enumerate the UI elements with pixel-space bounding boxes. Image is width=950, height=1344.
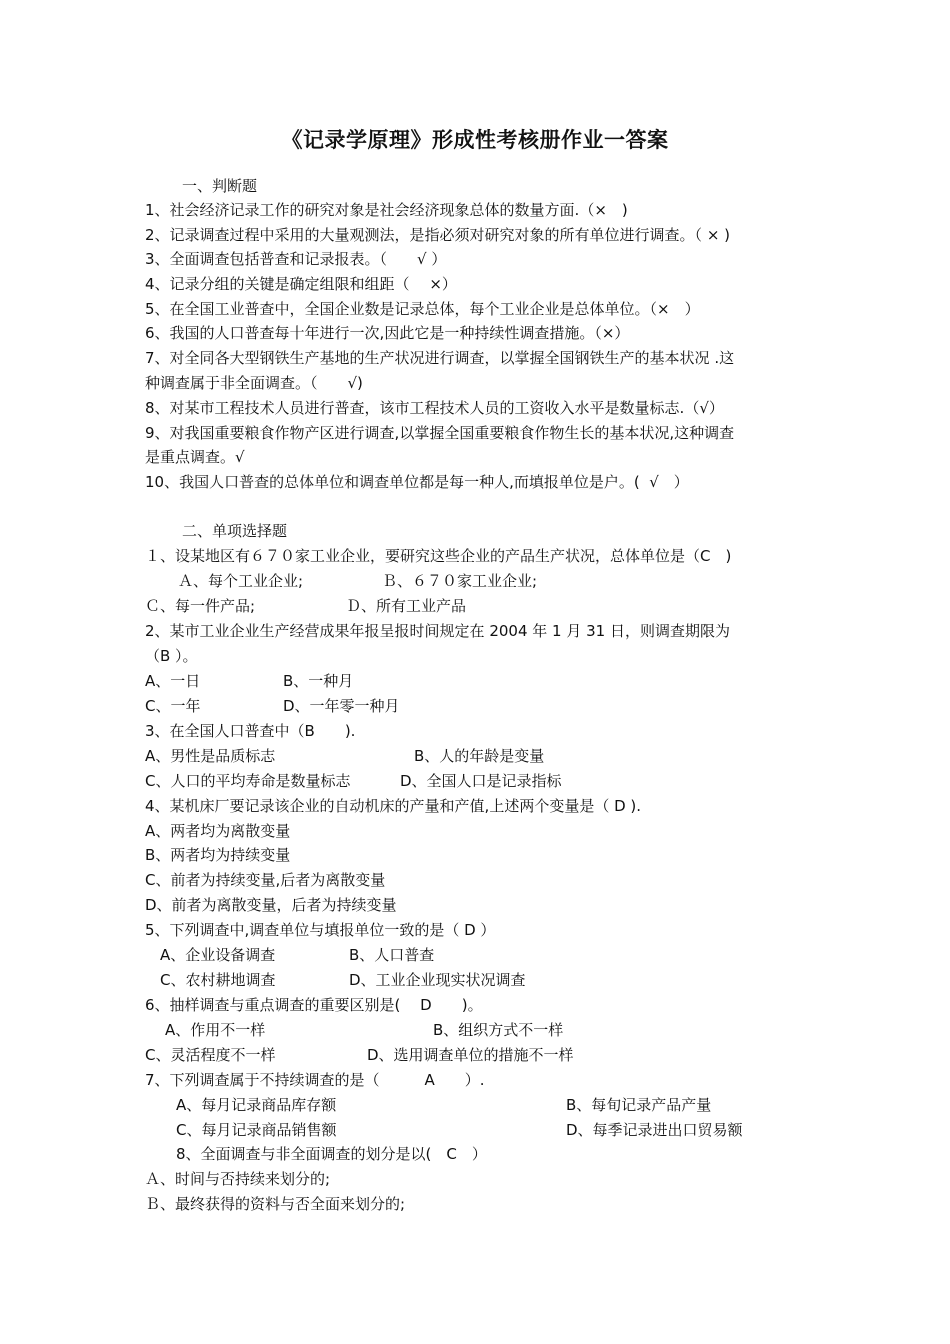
- tf-item-7-line1: 7、对全同各大型钢铁生产基地的生产状况进行调查，以掌握全国钢铁生产的基本状况 .这: [145, 349, 735, 367]
- q2-option-b: B、一种月: [283, 672, 354, 690]
- q6-option-c: C、灵活程度不一样: [145, 1046, 276, 1064]
- q7-option-c: C、每月记录商品销售额: [176, 1121, 337, 1139]
- q1-stem: １、设某地区有６７０家工业企业，要研究这些企业的产品生产状况，总体单位是（C ): [145, 547, 732, 565]
- q2-stem-line1: 2、某市工业企业生产经营成果年报呈报时间规定在 2004 年 1 月 31 日，则调查期限为: [145, 622, 730, 640]
- q3-option-a: A、男性是品质标志: [145, 747, 276, 765]
- section-heading-true-false: 一、判断题: [182, 177, 258, 195]
- q1-option-a: Ａ、每个工业企业;: [178, 572, 304, 590]
- tf-item-10: 10、我国人口普查的总体单位和调查单位都是每一种人,而填报单位是户。( √ ）: [145, 473, 689, 491]
- tf-item-1: 1、社会经济记录工作的研究对象是社会经济现象总体的数量方面.（× ): [145, 201, 628, 219]
- q7-stem: 7、下列调查属于不持续调查的是（ A ）.: [145, 1071, 485, 1089]
- q2-stem-line2: （B ）。: [145, 647, 198, 665]
- q4-stem: 4、某机床厂要记录该企业的自动机床的产量和产值,上述两个变量是（ D ).: [145, 797, 642, 815]
- q6-stem: 6、抽样调查与重点调查的重要区别是( D )。: [145, 996, 483, 1014]
- q1-option-b: Ｂ、６７０家工业企业;: [382, 572, 538, 590]
- q7-option-b: B、每旬记录产品产量: [566, 1096, 712, 1114]
- q8-stem: 8、全面调查与非全面调查的划分是以( C ）: [176, 1145, 487, 1163]
- tf-item-4: 4、记录分组的关键是确定组限和组距（ ×）: [145, 275, 457, 293]
- tf-item-3: 3、全面调查包括普查和记录报表。（ √ ）: [145, 250, 447, 268]
- q4-option-b: B、两者均为持续变量: [145, 846, 291, 864]
- q6-option-b: B、组织方式不一样: [433, 1021, 564, 1039]
- q4-option-d: D、前者为离散变量，后者为持续变量: [145, 896, 397, 914]
- q8-option-a: Ａ、时间与否持续来划分的;: [145, 1170, 331, 1188]
- q5-option-c: C、农村耕地调查: [160, 971, 276, 989]
- q3-option-d: D、全国人口是记录指标: [400, 772, 562, 790]
- q4-option-c: C、前者为持续变量,后者为离散变量: [145, 871, 386, 889]
- q4-option-a: A、两者均为离散变量: [145, 822, 291, 840]
- q3-stem: 3、在全国人口普查中（B ).: [145, 722, 356, 740]
- q5-stem: 5、下列调查中,调查单位与填报单位一致的是（ D ）: [145, 921, 496, 939]
- q2-option-c: C、一年: [145, 697, 201, 715]
- q3-option-c: C、人口的平均寿命是数量标志: [145, 772, 351, 790]
- q2-option-a: A、一日: [145, 672, 201, 690]
- q5-option-a: A、企业设备调查: [160, 946, 276, 964]
- tf-item-5: 5、在全国工业普查中，全国企业数是记录总体，每个工业企业是总体单位。（× ）: [145, 300, 700, 318]
- page-title: 《记录学原理》形成性考核册作业一答案: [281, 128, 669, 152]
- q2-option-d: D、一年零一种月: [283, 697, 400, 715]
- q8-option-b: Ｂ、最终获得的资料与否全面来划分的;: [145, 1195, 406, 1213]
- tf-item-9-line1: 9、对我国重要粮食作物产区进行调查,以掌握全国重要粮食作物生长的基本状况,这种调查: [145, 424, 735, 442]
- q1-option-c: Ｃ、每一件产品;: [145, 597, 256, 615]
- q6-option-d: D、选用调查单位的措施不一样: [367, 1046, 574, 1064]
- q6-option-a: A、作用不一样: [165, 1021, 266, 1039]
- q7-option-d: D、每季记录进出口贸易额: [566, 1121, 743, 1139]
- section-heading-single-choice: 二、单项选择题: [182, 522, 288, 540]
- q5-option-b: B、人口普查: [349, 946, 435, 964]
- tf-item-8: 8、对某市工程技术人员进行普查，该市工程技术人员的工资收入水平是数量标志.（√）: [145, 399, 724, 417]
- q5-option-d: D、工业企业现实状况调查: [349, 971, 526, 989]
- q7-option-a: A、每月记录商品库存额: [176, 1096, 337, 1114]
- tf-item-7-line2: 种调查属于非全面调查。（ √): [145, 374, 363, 392]
- q1-option-d: Ｄ、所有工业产品: [346, 597, 467, 615]
- tf-item-9-line2: 是重点调查。√: [145, 448, 245, 466]
- q3-option-b: B、人的年龄是变量: [414, 747, 545, 765]
- tf-item-6: 6、我国的人口普查每十年进行一次,因此它是一种持续性调查措施。（×）: [145, 324, 630, 342]
- tf-item-2: 2、记录调查过程中采用的大量观测法，是指必须对研究对象的所有单位进行调查。（ × ): [145, 226, 731, 244]
